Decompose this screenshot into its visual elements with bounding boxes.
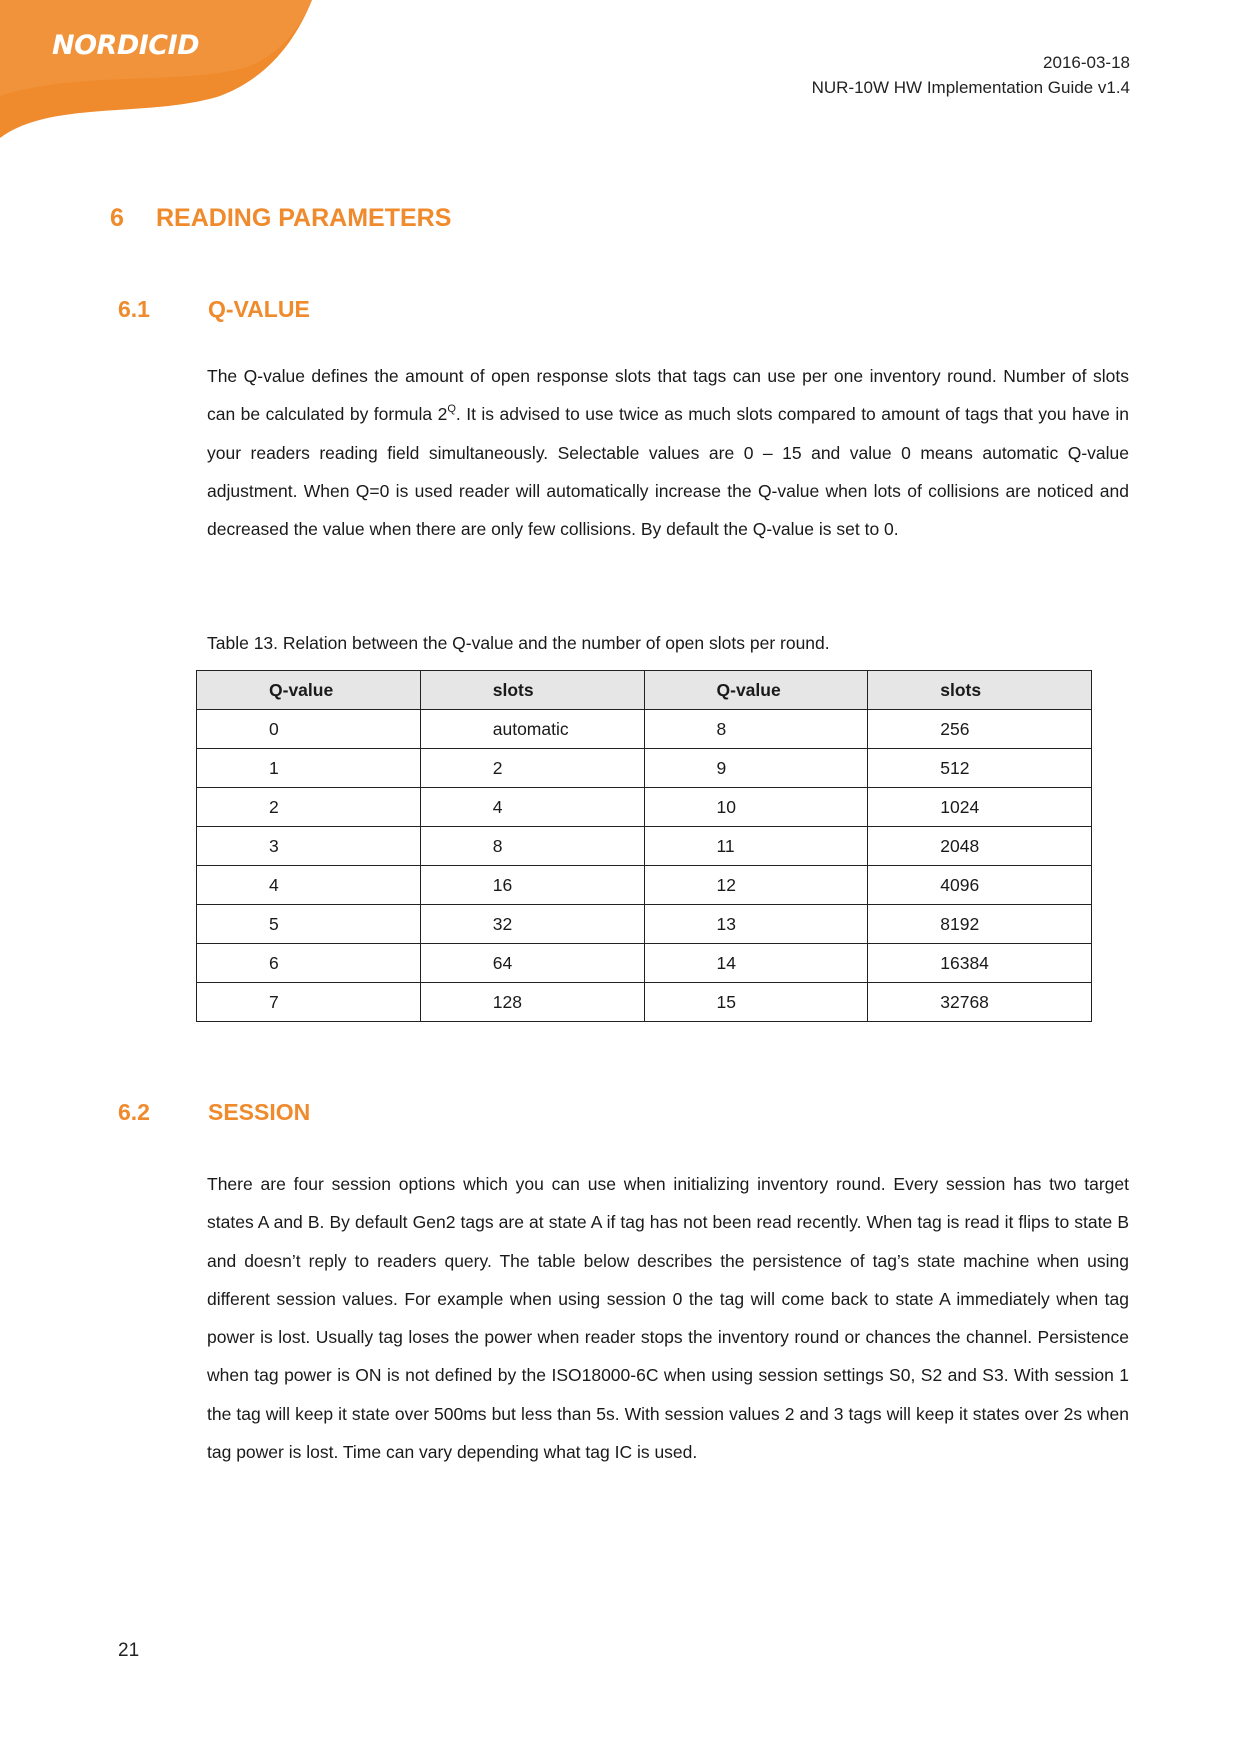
column-header: Q-value bbox=[644, 671, 868, 710]
table-cell: 32 bbox=[420, 905, 644, 944]
table-cell: 1 bbox=[197, 749, 421, 788]
table-cell: 3 bbox=[197, 827, 421, 866]
table-cell: 16 bbox=[420, 866, 644, 905]
page-number: 21 bbox=[118, 1640, 140, 1661]
column-header: slots bbox=[868, 671, 1092, 710]
table-cell: 11 bbox=[644, 827, 868, 866]
table-row bbox=[197, 749, 1092, 788]
table-cell: 4096 bbox=[868, 866, 1092, 905]
table-cell: 8192 bbox=[868, 905, 1092, 944]
table-caption: Table 13. Relation between the Q-value and the number of open slots per round. bbox=[207, 633, 830, 653]
header-doc-title: NUR-10W HW Implementation Guide v1.4 bbox=[811, 78, 1130, 97]
table-cell: 128 bbox=[420, 983, 644, 1022]
column-header: slots bbox=[420, 671, 644, 710]
table-row bbox=[197, 710, 1092, 749]
section-title: READING PARAMETERS bbox=[156, 204, 452, 232]
nordicid-logo: NORDICID bbox=[52, 30, 200, 61]
table-cell: 64 bbox=[420, 944, 644, 983]
table-cell: 4 bbox=[420, 788, 644, 827]
session-paragraph: There are four session options which you can use when initializing inventory round. Every session has two target states A and B. By default Gen2 tags are at state A if tag has not been read recently. When tag is read it flips to state B and doesn’t reply to readers query. The table below describes the persistence of tag’s state machine when using different session values. For example when using session 0 the tag will come back to state A immediately when tag power is lost. Usually tag loses the power when reader stops the inventory round or chances the channel. Persistence when tag power is ON is not defined by the ISO18000-6C when using session settings S0, S2 and S3. With session 1 the tag will keep it state over 500ms but less than 5s. With session values 2 and 3 tags will keep it states over 2s when tag power is lost. Time can vary depending what tag IC is used. bbox=[207, 1174, 1129, 1463]
table-cell: 9 bbox=[644, 749, 868, 788]
table-cell: 8 bbox=[644, 710, 868, 749]
page-header bbox=[812, 50, 1130, 100]
table-row bbox=[197, 788, 1092, 827]
table-cell: automatic bbox=[420, 710, 644, 749]
q-value-slots-table bbox=[196, 670, 1092, 1022]
table-cell: 2 bbox=[420, 749, 644, 788]
table-header-row bbox=[197, 671, 1092, 710]
table-cell: 6 bbox=[197, 944, 421, 983]
table-row bbox=[197, 827, 1092, 866]
subsection-number: 6.1 bbox=[118, 296, 150, 322]
table-cell: 4 bbox=[197, 866, 421, 905]
subsection-title: SESSION bbox=[208, 1099, 311, 1125]
table-cell: 10 bbox=[644, 788, 868, 827]
table-row bbox=[197, 983, 1092, 1022]
table-cell: 1024 bbox=[868, 788, 1092, 827]
q-value-paragraph: The Q-value defines the amount of open response slots that tags can use per one inventory round. Number of slots can be calculated by formula $2^Q$. It is advised to use twice as much slots compared to amount of tags that you have in your readers reading field simultaneously. Selectable values are 0 – 15 and value 0 means automatic Q-value adjustment. When Q=0 is used reader will automatically increase the Q-value when lots of collisions are noticed and decreased the value when there are only few collisions. By default the Q-value is set to 0. bbox=[207, 366, 1129, 540]
table-cell: 16384 bbox=[868, 944, 1092, 983]
subsection-heading-session bbox=[118, 1099, 310, 1126]
column-header: Q-value bbox=[197, 671, 421, 710]
table-cell: 8 bbox=[420, 827, 644, 866]
table-cell: 2048 bbox=[868, 827, 1092, 866]
table-cell: 14 bbox=[644, 944, 868, 983]
table-row bbox=[197, 866, 1092, 905]
table-cell: 32768 bbox=[868, 983, 1092, 1022]
table-cell: 0 bbox=[197, 710, 421, 749]
subsection-number: 6.2 bbox=[118, 1099, 150, 1125]
table-cell: 512 bbox=[868, 749, 1092, 788]
table-cell: 7 bbox=[197, 983, 421, 1022]
table-cell: 12 bbox=[644, 866, 868, 905]
table-row bbox=[197, 944, 1092, 983]
table-cell: 5 bbox=[197, 905, 421, 944]
table-cell: 256 bbox=[868, 710, 1092, 749]
brand-corner-shape bbox=[0, 0, 320, 140]
header-date: 2016-03-18 bbox=[1043, 53, 1130, 72]
table-cell: 2 bbox=[197, 788, 421, 827]
subsection-title: Q-VALUE bbox=[208, 296, 310, 322]
subsection-heading-q-value bbox=[118, 296, 310, 323]
table-row bbox=[197, 905, 1092, 944]
section-heading bbox=[110, 204, 451, 233]
section-number: 6 bbox=[110, 204, 124, 232]
table-cell: 15 bbox=[644, 983, 868, 1022]
superscript-q: Q bbox=[447, 403, 456, 416]
table-cell: 13 bbox=[644, 905, 868, 944]
